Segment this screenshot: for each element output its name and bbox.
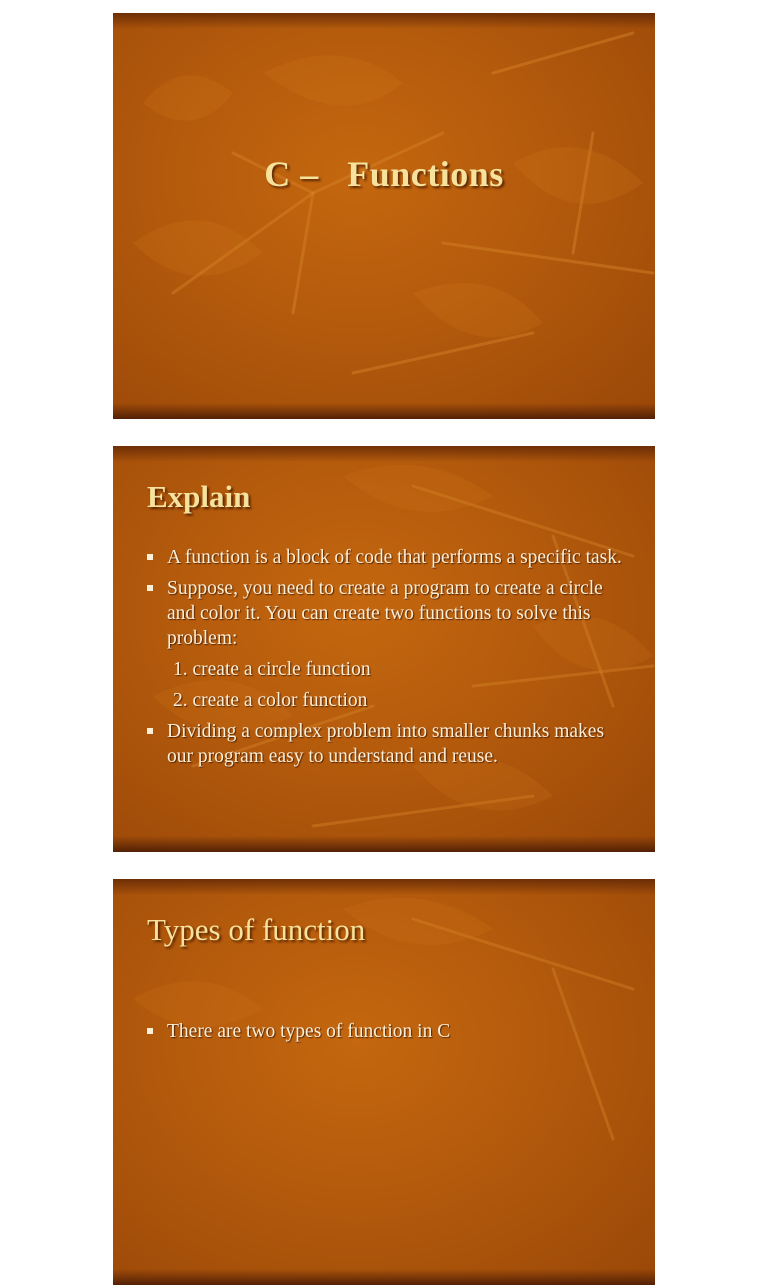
bullet-item xyxy=(143,545,623,570)
leaf-background xyxy=(113,13,655,419)
square-bullet-icon xyxy=(147,1028,153,1034)
bullet-item xyxy=(143,719,623,769)
slide-title-text: C – Functions xyxy=(264,154,504,194)
bullet-text: There are two types of function in C xyxy=(167,1021,451,1042)
slide-explain xyxy=(113,446,655,852)
bullet-text: Suppose, you need to create a program to create a circle and color it. You can create two functions to solve this problem: xyxy=(167,578,603,649)
bullet-item xyxy=(143,1019,623,1044)
slide-heading: Types of function xyxy=(147,912,366,947)
slide-heading: Explain xyxy=(147,479,251,514)
slide-types xyxy=(113,879,655,1285)
bullet-item xyxy=(143,576,623,651)
square-bullet-icon xyxy=(147,728,153,734)
slide-content xyxy=(143,545,623,775)
sub-item: 2. create a color function xyxy=(173,690,368,711)
square-bullet-icon xyxy=(147,554,153,560)
bullet-text: Dividing a complex problem into smaller chunks makes our program easy to understand and reuse. xyxy=(167,721,605,767)
slide-title xyxy=(113,13,655,419)
bullet-text: A function is a block of code that performs a specific task. xyxy=(167,547,622,568)
sub-item: 1. create a circle function xyxy=(173,659,371,680)
square-bullet-icon xyxy=(147,585,153,591)
